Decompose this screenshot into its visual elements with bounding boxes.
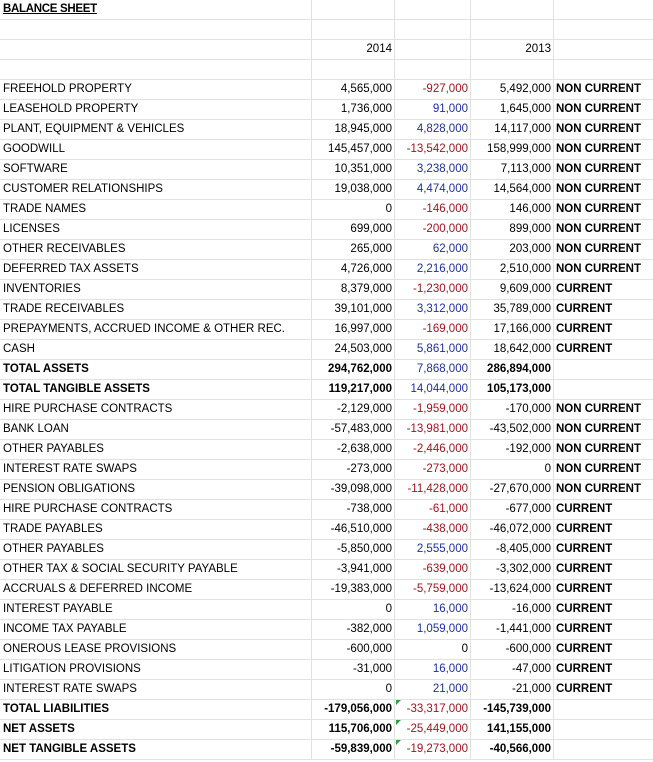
table-row (0, 500, 653, 520)
row-label[interactable]: NET ASSETS (0, 720, 312, 739)
classification[interactable]: CURRENT (556, 343, 613, 355)
header-2014[interactable]: 2014 (312, 40, 395, 59)
value-2014[interactable]: 119,217,000 (312, 380, 395, 399)
table-row (0, 440, 653, 460)
value-2014[interactable]: 1,736,000 (312, 100, 395, 119)
header-2013[interactable]: 2013 (471, 40, 554, 59)
value-change[interactable]: -25,449,000 (395, 720, 471, 739)
classification[interactable] (554, 740, 653, 759)
value-change[interactable]: 2,216,000 (395, 260, 471, 279)
value-2013[interactable]: -3,302,000 (471, 560, 554, 579)
value-change[interactable]: 91,000 (395, 100, 471, 119)
value-2013[interactable]: -43,502,000 (471, 420, 554, 439)
value-change[interactable]: -13,981,000 (395, 420, 471, 439)
value-2013[interactable]: 203,000 (471, 240, 554, 259)
value-change[interactable]: -11,428,000 (395, 480, 471, 499)
table-row (0, 220, 653, 240)
classification[interactable]: CURRENT (556, 503, 613, 515)
value-change[interactable]: 4,828,000 (395, 120, 471, 139)
value-2013[interactable]: 146,000 (471, 200, 554, 219)
empty-cell[interactable] (471, 60, 554, 79)
value-2013[interactable]: -40,566,000 (471, 740, 554, 759)
row-label[interactable]: OTHER TAX & SOCIAL SECURITY PAYABLE (0, 560, 312, 579)
row-label[interactable]: TOTAL LIABILITIES (0, 700, 312, 719)
value-change[interactable]: -5,759,000 (395, 580, 471, 599)
value-change[interactable]: -273,000 (395, 460, 471, 479)
empty-cell[interactable] (554, 60, 653, 79)
row-label[interactable]: PENSION OBLIGATIONS (0, 480, 312, 499)
value-2013[interactable]: 286,894,000 (471, 360, 554, 379)
value-2013[interactable]: -21,000 (471, 680, 554, 699)
value-2014[interactable]: 265,000 (312, 240, 395, 259)
classification[interactable]: CURRENT (556, 583, 613, 595)
value-2014[interactable]: 4,565,000 (312, 80, 395, 99)
value-2014[interactable]: 0 (312, 680, 395, 699)
classification[interactable]: NON CURRENT (556, 103, 641, 115)
value-2014[interactable]: 115,706,000 (312, 720, 395, 739)
classification[interactable]: NON CURRENT (556, 463, 641, 475)
table-row (0, 80, 653, 100)
table-row (0, 580, 653, 600)
value-2014[interactable]: 699,000 (312, 220, 395, 239)
classification[interactable] (554, 360, 653, 379)
classification[interactable]: NON CURRENT (556, 483, 641, 495)
value-change[interactable]: -2,446,000 (395, 440, 471, 459)
row-label[interactable]: TRADE NAMES (0, 200, 312, 219)
value-change[interactable]: -61,000 (395, 500, 471, 519)
value-2014[interactable]: 19,038,000 (312, 180, 395, 199)
value-2014[interactable]: -5,850,000 (312, 540, 395, 559)
row-label[interactable]: SOFTWARE (0, 160, 312, 179)
value-2013[interactable]: 158,999,000 (471, 140, 554, 159)
value-2014[interactable]: -738,000 (312, 500, 395, 519)
value-change[interactable]: -33,317,000 (395, 700, 471, 719)
table-row (0, 400, 653, 420)
value-2014[interactable]: -273,000 (312, 460, 395, 479)
table-row (0, 620, 653, 640)
classification[interactable]: CURRENT (556, 523, 613, 535)
row-label[interactable]: NET TANGIBLE ASSETS (0, 740, 312, 759)
value-2014[interactable]: -59,839,000 (312, 740, 395, 759)
error-flag-icon (396, 720, 401, 725)
value-2014[interactable]: 39,101,000 (312, 300, 395, 319)
value-2013[interactable]: 5,492,000 (471, 80, 554, 99)
row-label[interactable]: CUSTOMER RELATIONSHIPS (0, 180, 312, 199)
classification[interactable]: CURRENT (556, 683, 613, 695)
classification[interactable]: NON CURRENT (556, 143, 641, 155)
row-label[interactable]: OTHER RECEIVABLES (0, 240, 312, 259)
row-label[interactable]: OTHER PAYABLES (0, 440, 312, 459)
row-label[interactable]: HIRE PURCHASE CONTRACTS (0, 400, 312, 419)
sheet-title[interactable]: BALANCE SHEET (0, 0, 312, 19)
row-label[interactable]: INTEREST RATE SWAPS (0, 680, 312, 699)
value-2013[interactable]: -47,000 (471, 660, 554, 679)
empty-cell[interactable] (471, 0, 554, 19)
value-change[interactable]: 14,044,000 (395, 380, 471, 399)
classification[interactable]: NON CURRENT (556, 83, 641, 95)
classification[interactable]: NON CURRENT (556, 183, 641, 195)
blank-row (0, 60, 653, 80)
value-change[interactable]: -438,000 (395, 520, 471, 539)
row-label[interactable]: GOODWILL (0, 140, 312, 159)
value-2014[interactable]: -600,000 (312, 640, 395, 659)
value-2014[interactable]: -2,638,000 (312, 440, 395, 459)
classification[interactable]: CURRENT (556, 283, 613, 295)
classification[interactable] (554, 700, 653, 719)
classification[interactable]: NON CURRENT (556, 423, 641, 435)
table-row (0, 280, 653, 300)
value-change[interactable]: 16,000 (395, 660, 471, 679)
table-row (0, 700, 653, 720)
empty-cell[interactable] (395, 0, 471, 19)
value-change[interactable]: 62,000 (395, 240, 471, 259)
value-change[interactable]: -146,000 (395, 200, 471, 219)
table-row (0, 100, 653, 120)
row-label[interactable]: PREPAYMENTS, ACCRUED INCOME & OTHER REC. (0, 320, 312, 339)
value-change[interactable]: 4,474,000 (395, 180, 471, 199)
empty-cell[interactable] (312, 20, 395, 39)
value-2014[interactable]: 4,726,000 (312, 260, 395, 279)
value-2013[interactable]: -16,000 (471, 600, 554, 619)
value-2013[interactable]: -145,739,000 (471, 700, 554, 719)
table-row (0, 120, 653, 140)
row-label[interactable]: OTHER PAYABLES (0, 540, 312, 559)
table-row (0, 380, 653, 400)
classification[interactable]: NON CURRENT (556, 203, 641, 215)
value-2014[interactable]: 24,503,000 (312, 340, 395, 359)
classification[interactable] (554, 380, 653, 399)
value-2013[interactable]: 2,510,000 (471, 260, 554, 279)
header-row (0, 40, 653, 60)
table-row (0, 480, 653, 500)
classification[interactable]: CURRENT (556, 303, 613, 315)
classification[interactable] (554, 720, 653, 739)
value-change[interactable]: 7,868,000 (395, 360, 471, 379)
value-2014[interactable]: 145,457,000 (312, 140, 395, 159)
empty-cell[interactable] (395, 40, 471, 59)
value-2013[interactable]: 18,642,000 (471, 340, 554, 359)
table-row (0, 520, 653, 540)
value-2014[interactable]: -46,510,000 (312, 520, 395, 539)
value-2014[interactable]: -19,383,000 (312, 580, 395, 599)
row-label[interactable]: ONEROUS LEASE PROVISIONS (0, 640, 312, 659)
value-change[interactable]: 5,861,000 (395, 340, 471, 359)
row-label[interactable]: TRADE RECEIVABLES (0, 300, 312, 319)
row-label[interactable]: INTEREST RATE SWAPS (0, 460, 312, 479)
row-label[interactable]: PLANT, EQUIPMENT & VEHICLES (0, 120, 312, 139)
row-label[interactable]: INCOME TAX PAYABLE (0, 620, 312, 639)
classification[interactable]: CURRENT (556, 623, 613, 635)
table-row (0, 360, 653, 380)
value-change[interactable]: -1,230,000 (395, 280, 471, 299)
row-label[interactable]: TOTAL ASSETS (0, 360, 312, 379)
value-2013[interactable]: 14,117,000 (471, 120, 554, 139)
value-2014[interactable]: -39,098,000 (312, 480, 395, 499)
table-row (0, 540, 653, 560)
value-2013[interactable]: -170,000 (471, 400, 554, 419)
row-label[interactable]: DEFERRED TAX ASSETS (0, 260, 312, 279)
value-2013[interactable]: 1,645,000 (471, 100, 554, 119)
empty-cell[interactable] (0, 20, 312, 39)
value-2013[interactable]: 9,609,000 (471, 280, 554, 299)
classification[interactable]: NON CURRENT (556, 243, 641, 255)
table-row (0, 560, 653, 580)
empty-cell[interactable] (554, 20, 653, 39)
value-2014[interactable]: -57,483,000 (312, 420, 395, 439)
table-row (0, 240, 653, 260)
row-label[interactable]: CASH (0, 340, 312, 359)
table-row (0, 640, 653, 660)
classification[interactable]: CURRENT (556, 543, 613, 555)
table-row (0, 180, 653, 200)
row-label[interactable]: LITIGATION PROVISIONS (0, 660, 312, 679)
empty-cell[interactable] (312, 60, 395, 79)
table-row (0, 680, 653, 700)
value-2013[interactable]: -600,000 (471, 640, 554, 659)
table-row (0, 320, 653, 340)
value-2013[interactable]: -27,670,000 (471, 480, 554, 499)
value-2013[interactable]: -13,624,000 (471, 580, 554, 599)
classification[interactable]: NON CURRENT (556, 163, 641, 175)
value-2013[interactable]: 105,173,000 (471, 380, 554, 399)
table-row (0, 600, 653, 620)
value-2014[interactable]: -2,129,000 (312, 400, 395, 419)
value-change[interactable]: -169,000 (395, 320, 471, 339)
empty-cell[interactable] (554, 40, 653, 59)
classification[interactable]: NON CURRENT (556, 223, 641, 235)
value-2013[interactable]: 141,155,000 (471, 720, 554, 739)
error-flag-icon (396, 740, 401, 745)
value-2014[interactable]: -31,000 (312, 660, 395, 679)
table-row (0, 740, 653, 760)
value-change[interactable]: 21,000 (395, 680, 471, 699)
data-rows (0, 80, 653, 760)
value-2014[interactable]: 0 (312, 600, 395, 619)
value-2014[interactable]: 0 (312, 200, 395, 219)
row-label[interactable]: LICENSES (0, 220, 312, 239)
classification[interactable]: CURRENT (556, 663, 613, 675)
row-label[interactable]: TOTAL TANGIBLE ASSETS (0, 380, 312, 399)
empty-cell[interactable] (0, 60, 312, 79)
value-change[interactable]: 2,555,000 (395, 540, 471, 559)
value-2013[interactable]: -1,441,000 (471, 620, 554, 639)
empty-cell[interactable] (471, 20, 554, 39)
row-label[interactable]: FREEHOLD PROPERTY (0, 80, 312, 99)
empty-cell[interactable] (0, 40, 312, 59)
value-change[interactable]: -927,000 (395, 80, 471, 99)
value-2013[interactable]: 7,113,000 (471, 160, 554, 179)
value-2013[interactable]: 14,564,000 (471, 180, 554, 199)
value-2014[interactable]: -3,941,000 (312, 560, 395, 579)
classification[interactable]: NON CURRENT (556, 123, 641, 135)
row-label[interactable]: ACCRUALS & DEFERRED INCOME (0, 580, 312, 599)
table-row (0, 160, 653, 180)
classification[interactable]: NON CURRENT (556, 443, 641, 455)
blank-row (0, 20, 653, 40)
row-label[interactable]: BANK LOAN (0, 420, 312, 439)
row-label[interactable]: INVENTORIES (0, 280, 312, 299)
row-label[interactable]: TRADE PAYABLES (0, 520, 312, 539)
value-change[interactable]: -13,542,000 (395, 140, 471, 159)
value-change[interactable]: -639,000 (395, 560, 471, 579)
error-flag-icon (396, 700, 401, 705)
value-change[interactable]: -19,273,000 (395, 740, 471, 759)
value-2014[interactable]: 8,379,000 (312, 280, 395, 299)
value-change[interactable]: 16,000 (395, 600, 471, 619)
empty-cell[interactable] (395, 60, 471, 79)
row-label[interactable]: HIRE PURCHASE CONTRACTS (0, 500, 312, 519)
value-change[interactable]: -200,000 (395, 220, 471, 239)
row-label[interactable]: INTEREST PAYABLE (0, 600, 312, 619)
value-2013[interactable]: 35,789,000 (471, 300, 554, 319)
value-2013[interactable]: 899,000 (471, 220, 554, 239)
value-2013[interactable]: -192,000 (471, 440, 554, 459)
table-row (0, 300, 653, 320)
classification[interactable]: CURRENT (556, 563, 613, 575)
table-row (0, 340, 653, 360)
table-row (0, 720, 653, 740)
value-2013[interactable]: 0 (471, 460, 554, 479)
table-row (0, 420, 653, 440)
value-2013[interactable]: -677,000 (471, 500, 554, 519)
value-2013[interactable]: -8,405,000 (471, 540, 554, 559)
table-row (0, 460, 653, 480)
title-row (0, 0, 653, 20)
classification[interactable]: CURRENT (556, 643, 613, 655)
empty-cell[interactable] (312, 0, 395, 19)
value-2014[interactable]: 16,997,000 (312, 320, 395, 339)
classification[interactable]: CURRENT (556, 603, 613, 615)
value-2014[interactable]: -179,056,000 (312, 700, 395, 719)
table-row (0, 140, 653, 160)
value-2013[interactable]: 17,166,000 (471, 320, 554, 339)
value-change[interactable]: 1,059,000 (395, 620, 471, 639)
table-row (0, 660, 653, 680)
value-2014[interactable]: 18,945,000 (312, 120, 395, 139)
table-row (0, 200, 653, 220)
table-row (0, 260, 653, 280)
row-label[interactable]: LEASEHOLD PROPERTY (0, 100, 312, 119)
classification[interactable]: NON CURRENT (556, 263, 641, 275)
value-2014[interactable]: 10,351,000 (312, 160, 395, 179)
value-change[interactable]: -1,959,000 (395, 400, 471, 419)
classification[interactable]: NON CURRENT (556, 403, 641, 415)
value-2014[interactable]: -382,000 (312, 620, 395, 639)
value-change[interactable]: 3,312,000 (395, 300, 471, 319)
classification[interactable]: CURRENT (556, 323, 613, 335)
value-2013[interactable]: -46,072,000 (471, 520, 554, 539)
value-change[interactable]: 3,238,000 (395, 160, 471, 179)
empty-cell[interactable] (554, 0, 653, 19)
value-2014[interactable]: 294,762,000 (312, 360, 395, 379)
empty-cell[interactable] (395, 20, 471, 39)
value-change[interactable]: 0 (395, 640, 471, 659)
